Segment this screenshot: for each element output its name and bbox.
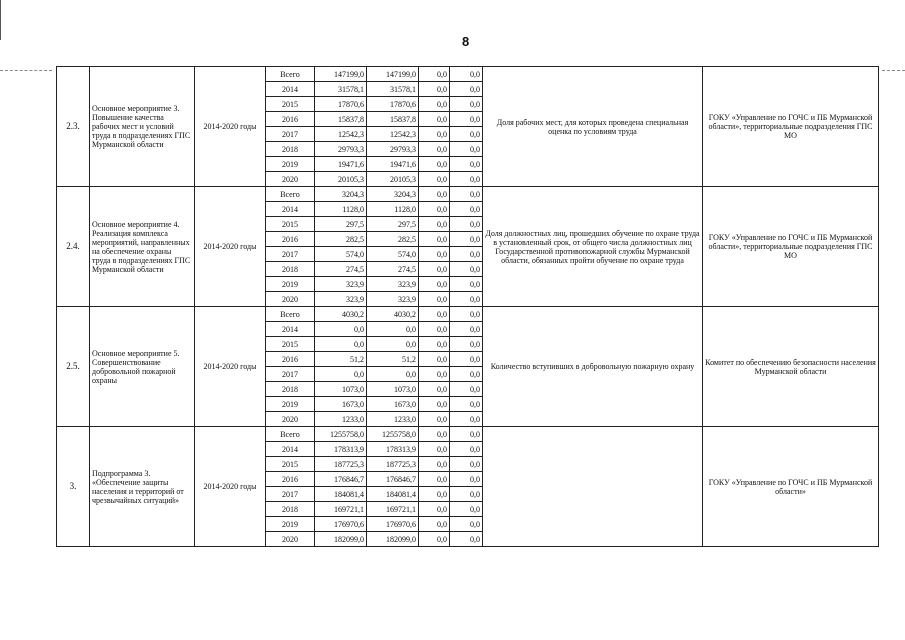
amount-other-cell: 0,0 <box>450 337 483 352</box>
amount-total-cell: 147199,0 <box>315 67 367 82</box>
amount-total-cell: 4030,2 <box>315 307 367 322</box>
year-cell: 2015 <box>266 337 315 352</box>
amount-total-cell: 323,9 <box>315 277 367 292</box>
amount-total-cell: 19471,6 <box>315 157 367 172</box>
amount-total-cell: 0,0 <box>315 337 367 352</box>
amount-federal-cell: 0,0 <box>419 172 450 187</box>
amount-regional-cell: 182099,0 <box>367 532 419 547</box>
amount-other-cell: 0,0 <box>450 112 483 127</box>
amount-total-cell: 31578,1 <box>315 82 367 97</box>
year-cell: 2018 <box>266 502 315 517</box>
row-number: 2.4. <box>57 187 90 307</box>
amount-total-cell: 297,5 <box>315 217 367 232</box>
table-row <box>57 427 879 442</box>
amount-total-cell: 176846,7 <box>315 472 367 487</box>
amount-total-cell: 282,5 <box>315 232 367 247</box>
row-number: 2.5. <box>57 307 90 427</box>
year-cell: 2015 <box>266 97 315 112</box>
amount-other-cell: 0,0 <box>450 217 483 232</box>
year-cell: 2014 <box>266 202 315 217</box>
amount-other-cell: 0,0 <box>450 322 483 337</box>
activity-term: 2014-2020 годы <box>195 67 266 187</box>
indicator-text: Доля рабочих мест, для которых проведена специальная оценка по условиям труда <box>483 67 703 187</box>
year-cell: 2015 <box>266 457 315 472</box>
amount-other-cell: 0,0 <box>450 367 483 382</box>
amount-regional-cell: 0,0 <box>367 322 419 337</box>
amount-federal-cell: 0,0 <box>419 412 450 427</box>
amount-federal-cell: 0,0 <box>419 187 450 202</box>
page-number: 8 <box>462 34 470 49</box>
table-row <box>57 67 879 82</box>
year-cell: Всего <box>266 67 315 82</box>
activity-term: 2014-2020 годы <box>195 427 266 547</box>
amount-federal-cell: 0,0 <box>419 337 450 352</box>
amount-total-cell: 15837,8 <box>315 112 367 127</box>
amount-federal-cell: 0,0 <box>419 142 450 157</box>
amount-total-cell: 1128,0 <box>315 202 367 217</box>
amount-other-cell: 0,0 <box>450 142 483 157</box>
amount-other-cell: 0,0 <box>450 502 483 517</box>
amount-total-cell: 176970,6 <box>315 517 367 532</box>
row-number: 3. <box>57 427 90 547</box>
amount-regional-cell: 178313,9 <box>367 442 419 457</box>
amount-regional-cell: 176970,6 <box>367 517 419 532</box>
amount-other-cell: 0,0 <box>450 412 483 427</box>
amount-federal-cell: 0,0 <box>419 97 450 112</box>
amount-federal-cell: 0,0 <box>419 262 450 277</box>
amount-total-cell: 1673,0 <box>315 397 367 412</box>
amount-other-cell: 0,0 <box>450 277 483 292</box>
amount-other-cell: 0,0 <box>450 172 483 187</box>
amount-federal-cell: 0,0 <box>419 127 450 142</box>
amount-other-cell: 0,0 <box>450 532 483 547</box>
amount-regional-cell: 4030,2 <box>367 307 419 322</box>
amount-total-cell: 187725,3 <box>315 457 367 472</box>
indicator-text <box>483 427 703 547</box>
responsible-executor: ГОКУ «Управление по ГОЧС и ПБ Мурманской области», территориальные подразделения ГПС МО <box>703 187 879 307</box>
amount-total-cell: 0,0 <box>315 367 367 382</box>
year-cell: 2015 <box>266 217 315 232</box>
amount-regional-cell: 15837,8 <box>367 112 419 127</box>
amount-other-cell: 0,0 <box>450 232 483 247</box>
amount-federal-cell: 0,0 <box>419 292 450 307</box>
amount-regional-cell: 1128,0 <box>367 202 419 217</box>
amount-regional-cell: 297,5 <box>367 217 419 232</box>
amount-federal-cell: 0,0 <box>419 457 450 472</box>
amount-total-cell: 1233,0 <box>315 412 367 427</box>
amount-federal-cell: 0,0 <box>419 517 450 532</box>
amount-total-cell: 574,0 <box>315 247 367 262</box>
amount-regional-cell: 274,5 <box>367 262 419 277</box>
amount-regional-cell: 29793,3 <box>367 142 419 157</box>
year-cell: 2016 <box>266 472 315 487</box>
amount-federal-cell: 0,0 <box>419 217 450 232</box>
amount-other-cell: 0,0 <box>450 97 483 112</box>
amount-federal-cell: 0,0 <box>419 472 450 487</box>
indicator-text: Количество вступивших в добровольную пожарную охрану <box>483 307 703 427</box>
year-cell: 2019 <box>266 277 315 292</box>
amount-other-cell: 0,0 <box>450 157 483 172</box>
indicator-text: Доля должностных лиц, прошедших обучение по охране труда в установленный срок, от общего числа должностных лиц Государственной противопожарной службы Мурманской области, обязанных пройти обучение по охране труда <box>483 187 703 307</box>
activity-name: Подпрограмма 3. «Обеспечение защиты населения и территорий от чрезвычайных ситуаций» <box>90 427 195 547</box>
activity-term: 2014-2020 годы <box>195 307 266 427</box>
year-cell: 2017 <box>266 247 315 262</box>
amount-federal-cell: 0,0 <box>419 232 450 247</box>
amount-regional-cell: 169721,1 <box>367 502 419 517</box>
amount-other-cell: 0,0 <box>450 457 483 472</box>
year-cell: 2014 <box>266 82 315 97</box>
amount-federal-cell: 0,0 <box>419 382 450 397</box>
amount-total-cell: 178313,9 <box>315 442 367 457</box>
amount-federal-cell: 0,0 <box>419 487 450 502</box>
amount-federal-cell: 0,0 <box>419 202 450 217</box>
amount-regional-cell: 176846,7 <box>367 472 419 487</box>
amount-regional-cell: 1233,0 <box>367 412 419 427</box>
amount-federal-cell: 0,0 <box>419 247 450 262</box>
amount-other-cell: 0,0 <box>450 487 483 502</box>
amount-regional-cell: 12542,3 <box>367 127 419 142</box>
activity-name: Основное мероприятие 5. Совершенствование добровольной пожарной охраны <box>90 307 195 427</box>
amount-regional-cell: 187725,3 <box>367 457 419 472</box>
amount-total-cell: 323,9 <box>315 292 367 307</box>
amount-total-cell: 169721,1 <box>315 502 367 517</box>
amount-other-cell: 0,0 <box>450 472 483 487</box>
year-cell: 2016 <box>266 112 315 127</box>
responsible-executor: Комитет по обеспечению безопасности населения Мурманской области <box>703 307 879 427</box>
amount-federal-cell: 0,0 <box>419 157 450 172</box>
amount-regional-cell: 17870,6 <box>367 97 419 112</box>
activity-name: Основное мероприятие 3. Повышение качества рабочих мест и условий труда в подразделениях ГПС Мурманской области <box>90 67 195 187</box>
year-cell: 2020 <box>266 532 315 547</box>
amount-total-cell: 3204,3 <box>315 187 367 202</box>
amount-federal-cell: 0,0 <box>419 427 450 442</box>
amount-total-cell: 0,0 <box>315 322 367 337</box>
year-cell: 2019 <box>266 517 315 532</box>
amount-regional-cell: 0,0 <box>367 337 419 352</box>
amount-regional-cell: 184081,4 <box>367 487 419 502</box>
year-cell: 2017 <box>266 367 315 382</box>
amount-regional-cell: 323,9 <box>367 292 419 307</box>
responsible-executor: ГОКУ «Управление по ГОЧС и ПБ Мурманской области» <box>703 427 879 547</box>
amount-total-cell: 182099,0 <box>315 532 367 547</box>
year-cell: 2017 <box>266 127 315 142</box>
amount-regional-cell: 323,9 <box>367 277 419 292</box>
table-row <box>57 307 879 322</box>
amount-regional-cell: 31578,1 <box>367 82 419 97</box>
year-cell: Всего <box>266 187 315 202</box>
amount-other-cell: 0,0 <box>450 382 483 397</box>
responsible-executor: ГОКУ «Управление по ГОЧС и ПБ Мурманской области», территориальные подразделения ГПС МО <box>703 67 879 187</box>
year-cell: 2016 <box>266 232 315 247</box>
amount-federal-cell: 0,0 <box>419 112 450 127</box>
amount-federal-cell: 0,0 <box>419 67 450 82</box>
year-cell: 2016 <box>266 352 315 367</box>
year-cell: 2019 <box>266 157 315 172</box>
amount-total-cell: 184081,4 <box>315 487 367 502</box>
amount-other-cell: 0,0 <box>450 202 483 217</box>
year-cell: 2019 <box>266 397 315 412</box>
amount-other-cell: 0,0 <box>450 307 483 322</box>
amount-regional-cell: 0,0 <box>367 367 419 382</box>
amount-federal-cell: 0,0 <box>419 352 450 367</box>
amount-other-cell: 0,0 <box>450 517 483 532</box>
amount-other-cell: 0,0 <box>450 397 483 412</box>
year-cell: Всего <box>266 307 315 322</box>
amount-other-cell: 0,0 <box>450 352 483 367</box>
amount-other-cell: 0,0 <box>450 247 483 262</box>
amount-total-cell: 51,2 <box>315 352 367 367</box>
amount-other-cell: 0,0 <box>450 262 483 277</box>
amount-total-cell: 1073,0 <box>315 382 367 397</box>
year-cell: 2014 <box>266 322 315 337</box>
row-number: 2.3. <box>57 67 90 187</box>
year-cell: 2017 <box>266 487 315 502</box>
amount-federal-cell: 0,0 <box>419 82 450 97</box>
amount-federal-cell: 0,0 <box>419 367 450 382</box>
amount-regional-cell: 1255758,0 <box>367 427 419 442</box>
amount-federal-cell: 0,0 <box>419 322 450 337</box>
amount-total-cell: 20105,3 <box>315 172 367 187</box>
amount-regional-cell: 3204,3 <box>367 187 419 202</box>
amount-regional-cell: 20105,3 <box>367 172 419 187</box>
amount-federal-cell: 0,0 <box>419 532 450 547</box>
amount-regional-cell: 1673,0 <box>367 397 419 412</box>
program-table <box>56 66 879 547</box>
year-cell: 2018 <box>266 382 315 397</box>
amount-regional-cell: 574,0 <box>367 247 419 262</box>
amount-federal-cell: 0,0 <box>419 442 450 457</box>
amount-federal-cell: 0,0 <box>419 397 450 412</box>
year-cell: 2018 <box>266 262 315 277</box>
year-cell: 2020 <box>266 172 315 187</box>
table-row <box>57 187 879 202</box>
amount-regional-cell: 1073,0 <box>367 382 419 397</box>
amount-federal-cell: 0,0 <box>419 307 450 322</box>
right-dash-line <box>882 70 905 71</box>
year-cell: 2018 <box>266 142 315 157</box>
year-cell: Всего <box>266 427 315 442</box>
year-cell: 2014 <box>266 442 315 457</box>
amount-other-cell: 0,0 <box>450 442 483 457</box>
year-cell: 2020 <box>266 292 315 307</box>
amount-regional-cell: 282,5 <box>367 232 419 247</box>
left-margin-line <box>0 0 1 40</box>
amount-federal-cell: 0,0 <box>419 502 450 517</box>
amount-other-cell: 0,0 <box>450 427 483 442</box>
amount-regional-cell: 19471,6 <box>367 157 419 172</box>
amount-regional-cell: 147199,0 <box>367 67 419 82</box>
amount-other-cell: 0,0 <box>450 187 483 202</box>
amount-other-cell: 0,0 <box>450 82 483 97</box>
left-dash-line <box>0 70 52 71</box>
amount-regional-cell: 51,2 <box>367 352 419 367</box>
amount-total-cell: 274,5 <box>315 262 367 277</box>
amount-other-cell: 0,0 <box>450 127 483 142</box>
amount-total-cell: 12542,3 <box>315 127 367 142</box>
year-cell: 2020 <box>266 412 315 427</box>
amount-other-cell: 0,0 <box>450 67 483 82</box>
activity-term: 2014-2020 годы <box>195 187 266 307</box>
activity-name: Основное мероприятие 4. Реализация комплекса мероприятий, направленных на обеспечение охраны труда в подразделениях ГПС Мурманской области <box>90 187 195 307</box>
amount-total-cell: 17870,6 <box>315 97 367 112</box>
amount-total-cell: 1255758,0 <box>315 427 367 442</box>
amount-other-cell: 0,0 <box>450 292 483 307</box>
amount-total-cell: 29793,3 <box>315 142 367 157</box>
amount-federal-cell: 0,0 <box>419 277 450 292</box>
